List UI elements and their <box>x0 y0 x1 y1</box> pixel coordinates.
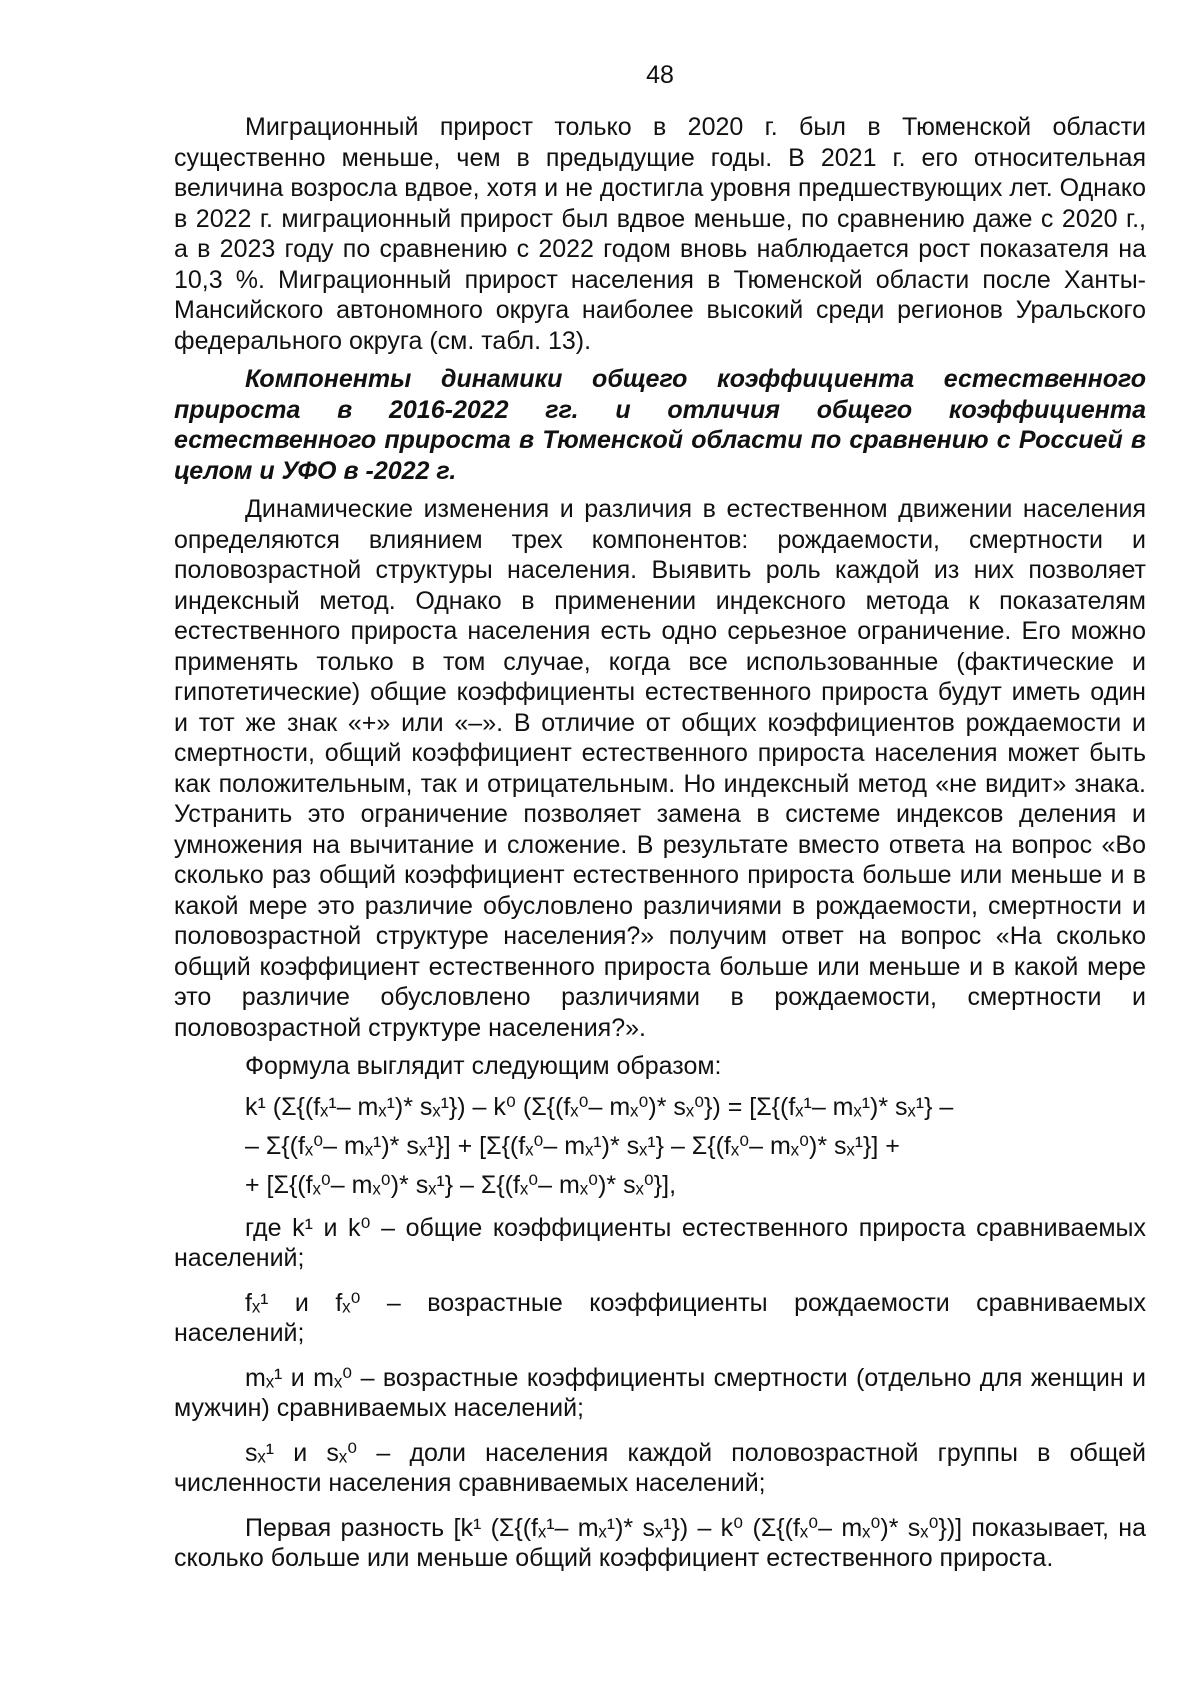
paragraph-migration: Миграционный прирост только в 2020 г. был в Тюменской области существенно меньше, чем в предыдущие годы. В 2021 г. его относительная величина возросла вдвое, хотя и не достигла уровня предшествующих лет. Однако в 2022 г. миграционный прирост был вдвое меньше, по сравнению даже с 2020 г., а в 2023 году по сравнению с 2022 годом вновь наблюдается рост показателя на 10,3 %. Миграционный прирост населения в Тюменской области после Ханты-Мансийского автономного округа наиболее высокий среди регионов Уральского федерального округа (см. табл. 13). <box>174 113 1146 355</box>
definition-f: fₓ¹ и fₓ⁰ – возрастные коэффициенты рождаемости сравниваемых населений; <box>174 1288 1146 1347</box>
formula-line-2: – Σ{(fₓ⁰– mₓ¹)* sₓ¹}] + [Σ{(fₓ⁰– mₓ¹)* sₓ¹} – Σ{(fₓ⁰– mₓ⁰)* sₓ¹}] + <box>245 1131 900 1160</box>
page-number: 48 <box>646 61 674 89</box>
definition-k: где k¹ и k⁰ – общие коэффициенты естественного прироста сравниваемых населений; <box>174 1213 1146 1272</box>
formula-line-1: k¹ (Σ{(fₓ¹– mₓ¹)* sₓ¹}) – k⁰ (Σ{(fₓ⁰– mₓ⁰)* sₓ⁰}) = [Σ{(fₓ¹– mₓ¹)* sₓ¹} – <box>245 1092 954 1121</box>
paragraph-first-difference: Первая разность [k¹ (Σ{(fₓ¹– mₓ¹)* sₓ¹}) – k⁰ (Σ{(fₓ⁰– mₓ⁰)* sₓ⁰})] показывает, на сколько больше или меньше общий коэффициент естественного прироста. <box>174 1513 1146 1572</box>
section-heading: Компоненты динамики общего коэффициента естественного прироста в 2016-2022 гг. и отличия общего коэффициента естественного прироста в Тюменской области по сравнению с Россией в целом и УФО в -2022 г. <box>174 365 1146 485</box>
paragraph-formula-intro: Формула выглядит следующим образом: <box>245 1052 722 1080</box>
formula-block <box>174 1088 1146 1205</box>
formula-line-3: + [Σ{(fₓ⁰– mₓ⁰)* sₓ¹} – Σ{(fₓ⁰– mₓ⁰)* sₓ⁰}], <box>245 1170 677 1199</box>
paragraph-dynamics: Динамические изменения и различия в естественном движении населения определяются влиянием трех компонентов: рождаемости, смертности и половозрастной структуры населения. Выявить роль каждой из них позволяет индексный метод. Однако в применении индексного метода к показателям естественного прироста населения есть одно серьезное ограничение. Его можно применять только в том случае, когда все использованные (фактические и гипотетические) общие коэффициенты естественного прироста будут иметь один и тот же знак «+» или «–». В отличие от общих коэффициентов рождаемости и смертности, общий коэффициент естественного прироста населения может быть как положительным, так и отрицательным. Но индексный метод «не видит» знака. Устранить это ограничение позволяет замена в системе индексов деления и умножения на вычитание и сложение. В результате вместо ответа на вопрос «Во сколько раз общий коэффициент естественного прироста больше или меньше и в какой мере это различие обусловлено различиями в рождаемости, смертности и половозрастной структуре населения?» получим ответ на вопрос «На сколько общий коэффициент естественного прироста больше или меньше и в какой мере это различие обусловлено различиями в рождаемости, смертности и половозрастной структуре населения?». <box>174 495 1146 1042</box>
definition-m: mₓ¹ и mₓ⁰ – возрастные коэффициенты смертности (отдельно для женщин и мужчин) сравниваемых населений; <box>174 1363 1146 1422</box>
document-page <box>174 60 1146 1574</box>
definition-s: sₓ¹ и sₓ⁰ – доли населения каждой половозрастной группы в общей численности населения сравниваемых населений; <box>174 1438 1146 1497</box>
